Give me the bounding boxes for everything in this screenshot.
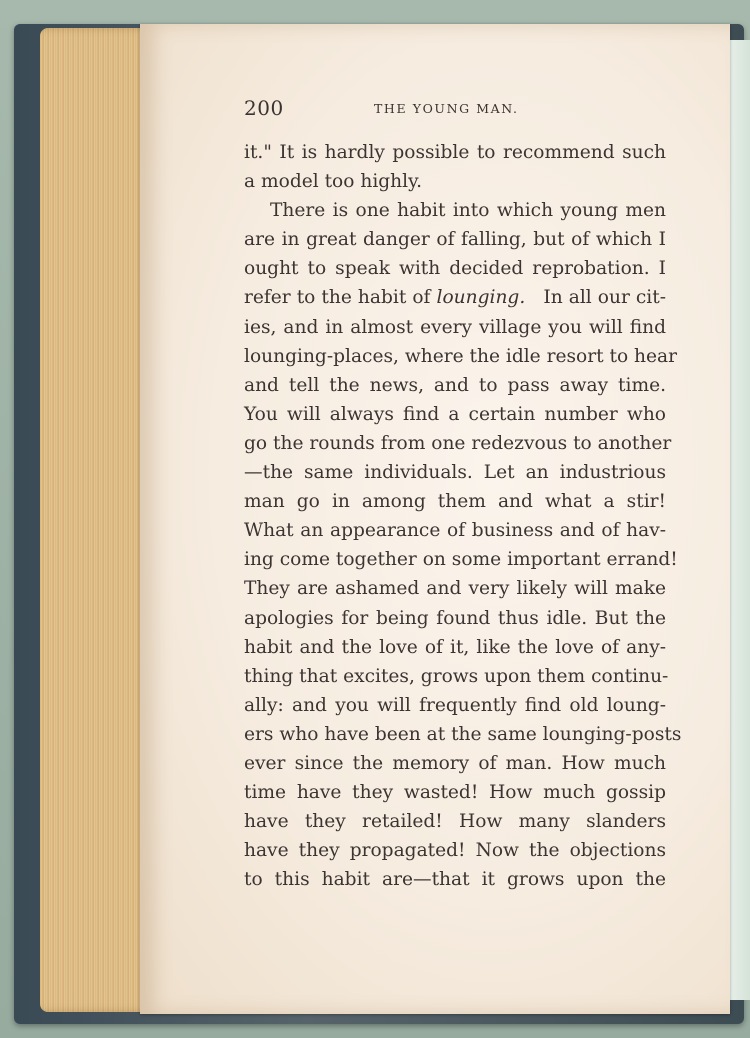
page-edges <box>40 28 152 1012</box>
text-fragment: In all our cit- <box>543 287 667 309</box>
text-line: —the same individuals. Let an industrious <box>244 462 666 484</box>
text-line: ers who have been at the same lounging-posts <box>244 723 682 745</box>
text-line: to this habit are—that it grows upon the <box>244 869 666 891</box>
text-line: man go in among them and what a stir! <box>244 491 666 513</box>
text-line: ally: and you will frequently find old loung- <box>244 694 666 716</box>
text-line: ought to speak with decided reprobation. I <box>244 258 666 280</box>
text-line: are in great danger of falling, but of which I <box>244 229 666 251</box>
text-line: and tell the news, and to pass away time. <box>244 374 666 396</box>
page-number: 200 <box>244 96 284 120</box>
text-line: What an appearance of business and of hav- <box>244 520 666 542</box>
body-text <box>244 138 682 894</box>
italic-word: lounging. <box>436 287 526 309</box>
text-line: lounging-places, where the idle resort to hear <box>244 345 678 367</box>
text-line: thing that excites, grows upon them continu- <box>244 665 669 687</box>
text-line: They are ashamed and very likely will make <box>244 578 666 600</box>
text-line: ies, and in almost every village you will find <box>244 316 666 338</box>
text-line: have they retailed! How many slanders <box>244 811 666 833</box>
text-line: time have they wasted! How much gossip <box>244 782 666 804</box>
text-line: it." It is hardly possible to recommend such <box>244 142 666 163</box>
text-fragment: refer to the habit of <box>244 287 431 309</box>
text-line: go the rounds from one redezvous to another <box>244 432 672 454</box>
text-line: habit and the love of it, like the love of any- <box>244 636 666 658</box>
text-line-with-italic <box>244 283 666 312</box>
text-line: ever since the memory of man. How much <box>244 752 666 774</box>
text-line: There is one habit into which young men <box>270 200 666 222</box>
text-line: have they propagated! Now the objections <box>244 840 666 862</box>
text-line: ing come together on some important errand! <box>244 549 678 571</box>
text-line: a model too highly. <box>244 171 423 193</box>
facing-page-edge <box>728 40 750 1000</box>
running-head: THE YOUNG MAN. <box>374 101 519 116</box>
text-line: apologies for being found thus idle. But the <box>244 607 666 629</box>
page-header <box>244 96 666 122</box>
text-line: You will always find a certain number who <box>244 403 666 425</box>
